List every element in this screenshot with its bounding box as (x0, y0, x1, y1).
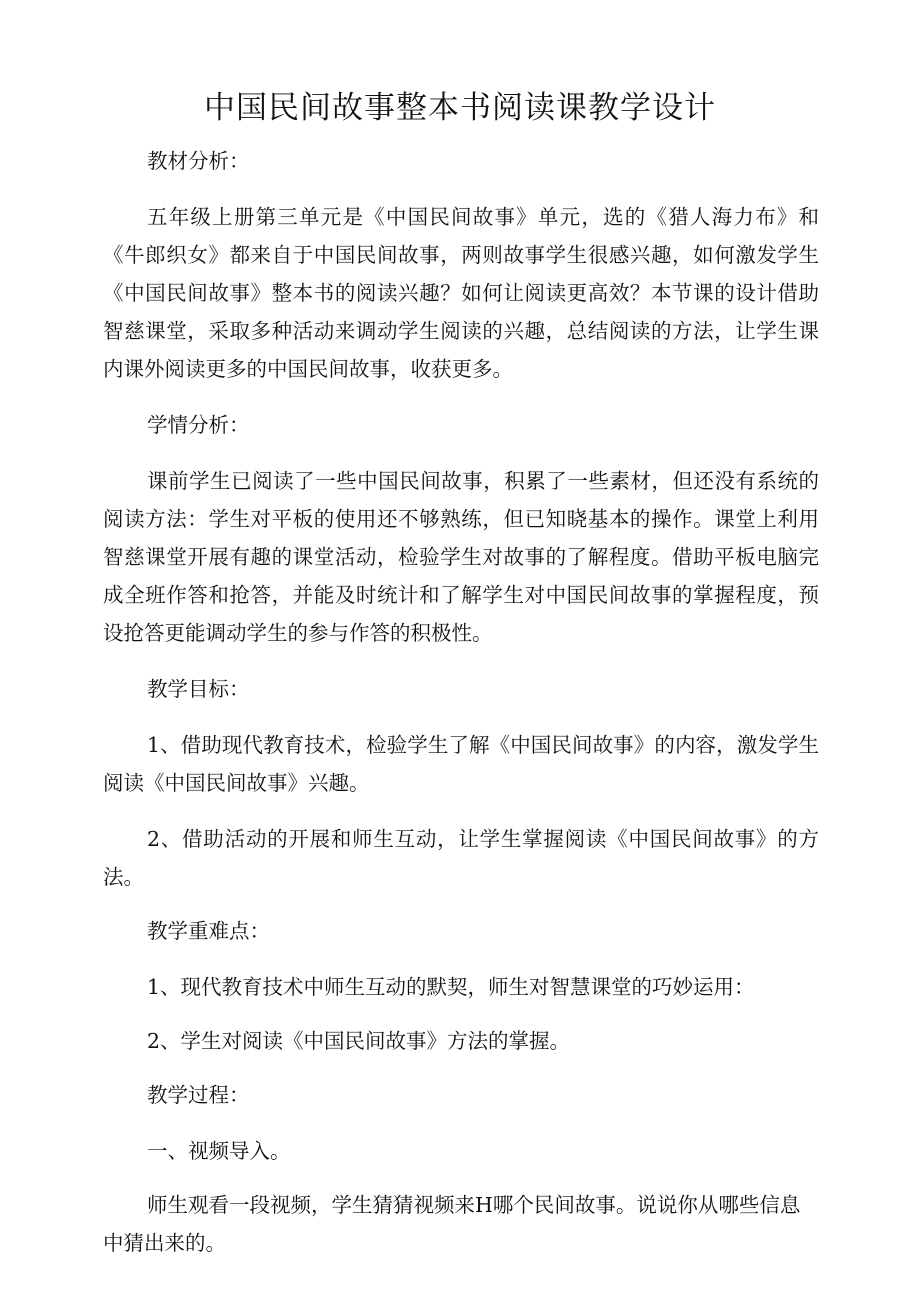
paragraph-objective-2: 2、借助活动的开展和师生互动，让学生掌握阅读《中国民间故事》的方法。 (103, 827, 819, 889)
document-body (103, 142, 819, 1262)
document-title: 中国民间故事整本书阅读课教学设计 (204, 90, 716, 126)
paragraph-key-point-2: 2、学生对阅读《中国民间故事》方法的掌握。 (147, 1029, 571, 1053)
paragraph-step-1-body: 师生观看一段视频，学生猜猜视频来H哪个民间故事。说说你从哪些信息中猜出来的。 (103, 1193, 801, 1255)
section-heading-process: 教学过程： (147, 1083, 250, 1107)
section-heading-key-points: 教学重难点： (147, 919, 270, 943)
paragraph-step-1-title: 一、视频导入。 (147, 1139, 291, 1163)
section-heading-learners: 学情分析： (147, 413, 250, 437)
paragraph-learner-analysis: 课前学生已阅读了一些中国民间故事，积累了一些素材，但还没有系统的阅读方法：学生对平板的使用还不够熟练，但已知晓基本的操作。课堂上利用智慈课堂开展有趣的课堂活动，检验学生对故事的了解程度。借助平板电脑完成全班作答和抢答，并能及时统计和了解学生对中国民间故事的掌握程度，预设抢答更能调动学生的参与作答的积极性。 (103, 469, 819, 645)
paragraph-key-point-1: 1、现代教育技术中师生互动的默契，师生对智慧课堂的巧妙运用： (147, 975, 755, 999)
section-heading-materials: 教材分析： (147, 149, 250, 173)
paragraph-materials-analysis: 五年级上册第三单元是《中国民间故事》单元，选的《猎人海力布》和《牛郎织女》都来自于中国民间故事，两则故事学生很感兴趣，如何激发学生《中国民间故事》整本书的阅读兴趣？如何让阅读更高效？本节课的设计借助智慈课堂，采取多种活动来调动学生阅读的兴趣，总结阅读的方法，让学生课内课外阅读更多的中国民间故事，收获更多。 (103, 205, 819, 381)
paragraph-objective-1: 1、借助现代教育技术，检验学生了解《中国民间故事》的内容，激发学生阅读《中国民间故事》兴趣。 (103, 733, 819, 795)
section-heading-objectives: 教学目标： (147, 677, 250, 701)
